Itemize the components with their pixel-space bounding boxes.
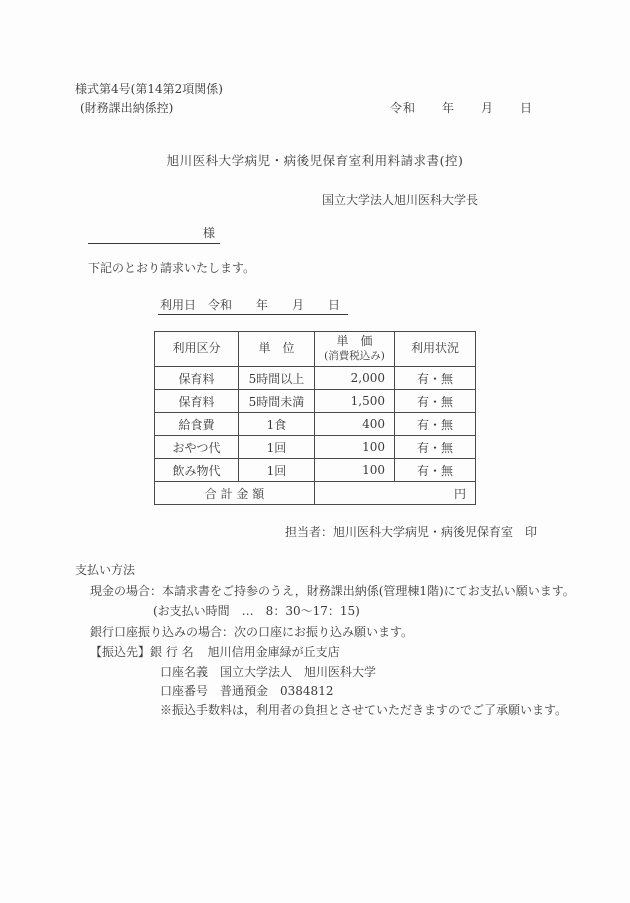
usage-date-line-wrap (158, 296, 348, 313)
cell-price: 400 (315, 413, 395, 436)
account-name-line (160, 663, 376, 680)
transfer-destination-line (90, 643, 340, 660)
payment-bank-line: 銀行口座振り込みの場合：次の口座にお振り込み願います。 (90, 625, 414, 639)
recipient-name-blank (88, 224, 220, 244)
header-unit: 単 位 (239, 332, 315, 367)
intro-sentence: 下記のとおり請求いたします。 (88, 261, 256, 275)
cell-unit: 1回 (239, 436, 315, 459)
cell-unit: 1食 (239, 413, 315, 436)
fee-table-header-row (155, 332, 476, 367)
cell-price: 100 (315, 459, 395, 482)
copy-label: (財務課出納係控) (80, 101, 174, 115)
account-name-value: 国立大学法人 旭川医科大学 (220, 665, 377, 679)
account-number-value: 普通預金 0384812 (220, 684, 334, 698)
cell-unit: 5時間以上 (239, 367, 315, 390)
table-row (155, 390, 476, 413)
account-number-line (160, 682, 333, 699)
cell-price: 100 (315, 436, 395, 459)
cell-category: 給食費 (155, 413, 239, 436)
table-row (155, 413, 476, 436)
cell-category: 保育料 (155, 367, 239, 390)
account-name-label: 口座名義 (160, 665, 209, 679)
transfer-fee-note: ※振込手数料は，利用者の負担とさせていただきますのでご了承願います。 (160, 703, 568, 717)
usage-date-line: 利用日 令和 年 月 日 (158, 298, 348, 315)
cell-unit: 5時間未満 (239, 390, 315, 413)
cell-status: 有・無 (395, 413, 476, 436)
account-number-label: 口座番号 (160, 684, 209, 698)
document-title-row (0, 151, 630, 169)
cell-price: 1,500 (315, 390, 395, 413)
fee-table (154, 331, 476, 505)
table-row (155, 367, 476, 390)
total-label: 合 計 金 額 (155, 482, 315, 505)
transfer-label: 【振込先】 (90, 645, 151, 659)
header-status: 利用状況 (395, 332, 476, 367)
cell-category: 保育料 (155, 390, 239, 413)
cell-status: 有・無 (395, 390, 476, 413)
total-row (155, 482, 476, 505)
cell-unit: 1回 (239, 459, 315, 482)
table-row (155, 459, 476, 482)
cell-category: 飲み物代 (155, 459, 239, 482)
recipient-suffix: 様 (202, 226, 215, 240)
date-line: 令和 年 月 日 (390, 101, 534, 115)
cell-category: おやつ代 (155, 436, 239, 459)
bank-name-label: 銀 行 名 (150, 645, 194, 659)
recipient-line (88, 224, 220, 244)
payment-cash-line: 現金の場合：本請求書をご持参のうえ，財務課出納係(管理棟1階)にてお支払い願います。 (90, 584, 575, 598)
header-category: 利用区分 (155, 332, 239, 367)
table-row (155, 436, 476, 459)
total-amount-cell: 円 (315, 482, 476, 505)
page-title: 旭川医科大学病児・病後児保育室利用料請求書(控) (166, 153, 464, 168)
form-number: 様式第4号(第14第2項関係) (75, 82, 223, 96)
addressee: 国立大学法人旭川医科大学長 (322, 193, 479, 207)
cell-status: 有・無 (395, 459, 476, 482)
header-price: 単 価 (消費税込み) (315, 332, 395, 367)
payment-hours-line: (お支払い時間 … 8：30～17：15) (153, 604, 360, 618)
payment-heading: 支払い方法 (75, 563, 136, 577)
cell-status: 有・無 (395, 436, 476, 459)
cell-status: 有・無 (395, 367, 476, 390)
bank-name-value: 旭川信用金庫緑が丘支店 (207, 645, 340, 659)
staff-line: 担当者：旭川医科大学病児・病後児保育室 印 (285, 525, 538, 539)
cell-price: 2,000 (315, 367, 395, 390)
